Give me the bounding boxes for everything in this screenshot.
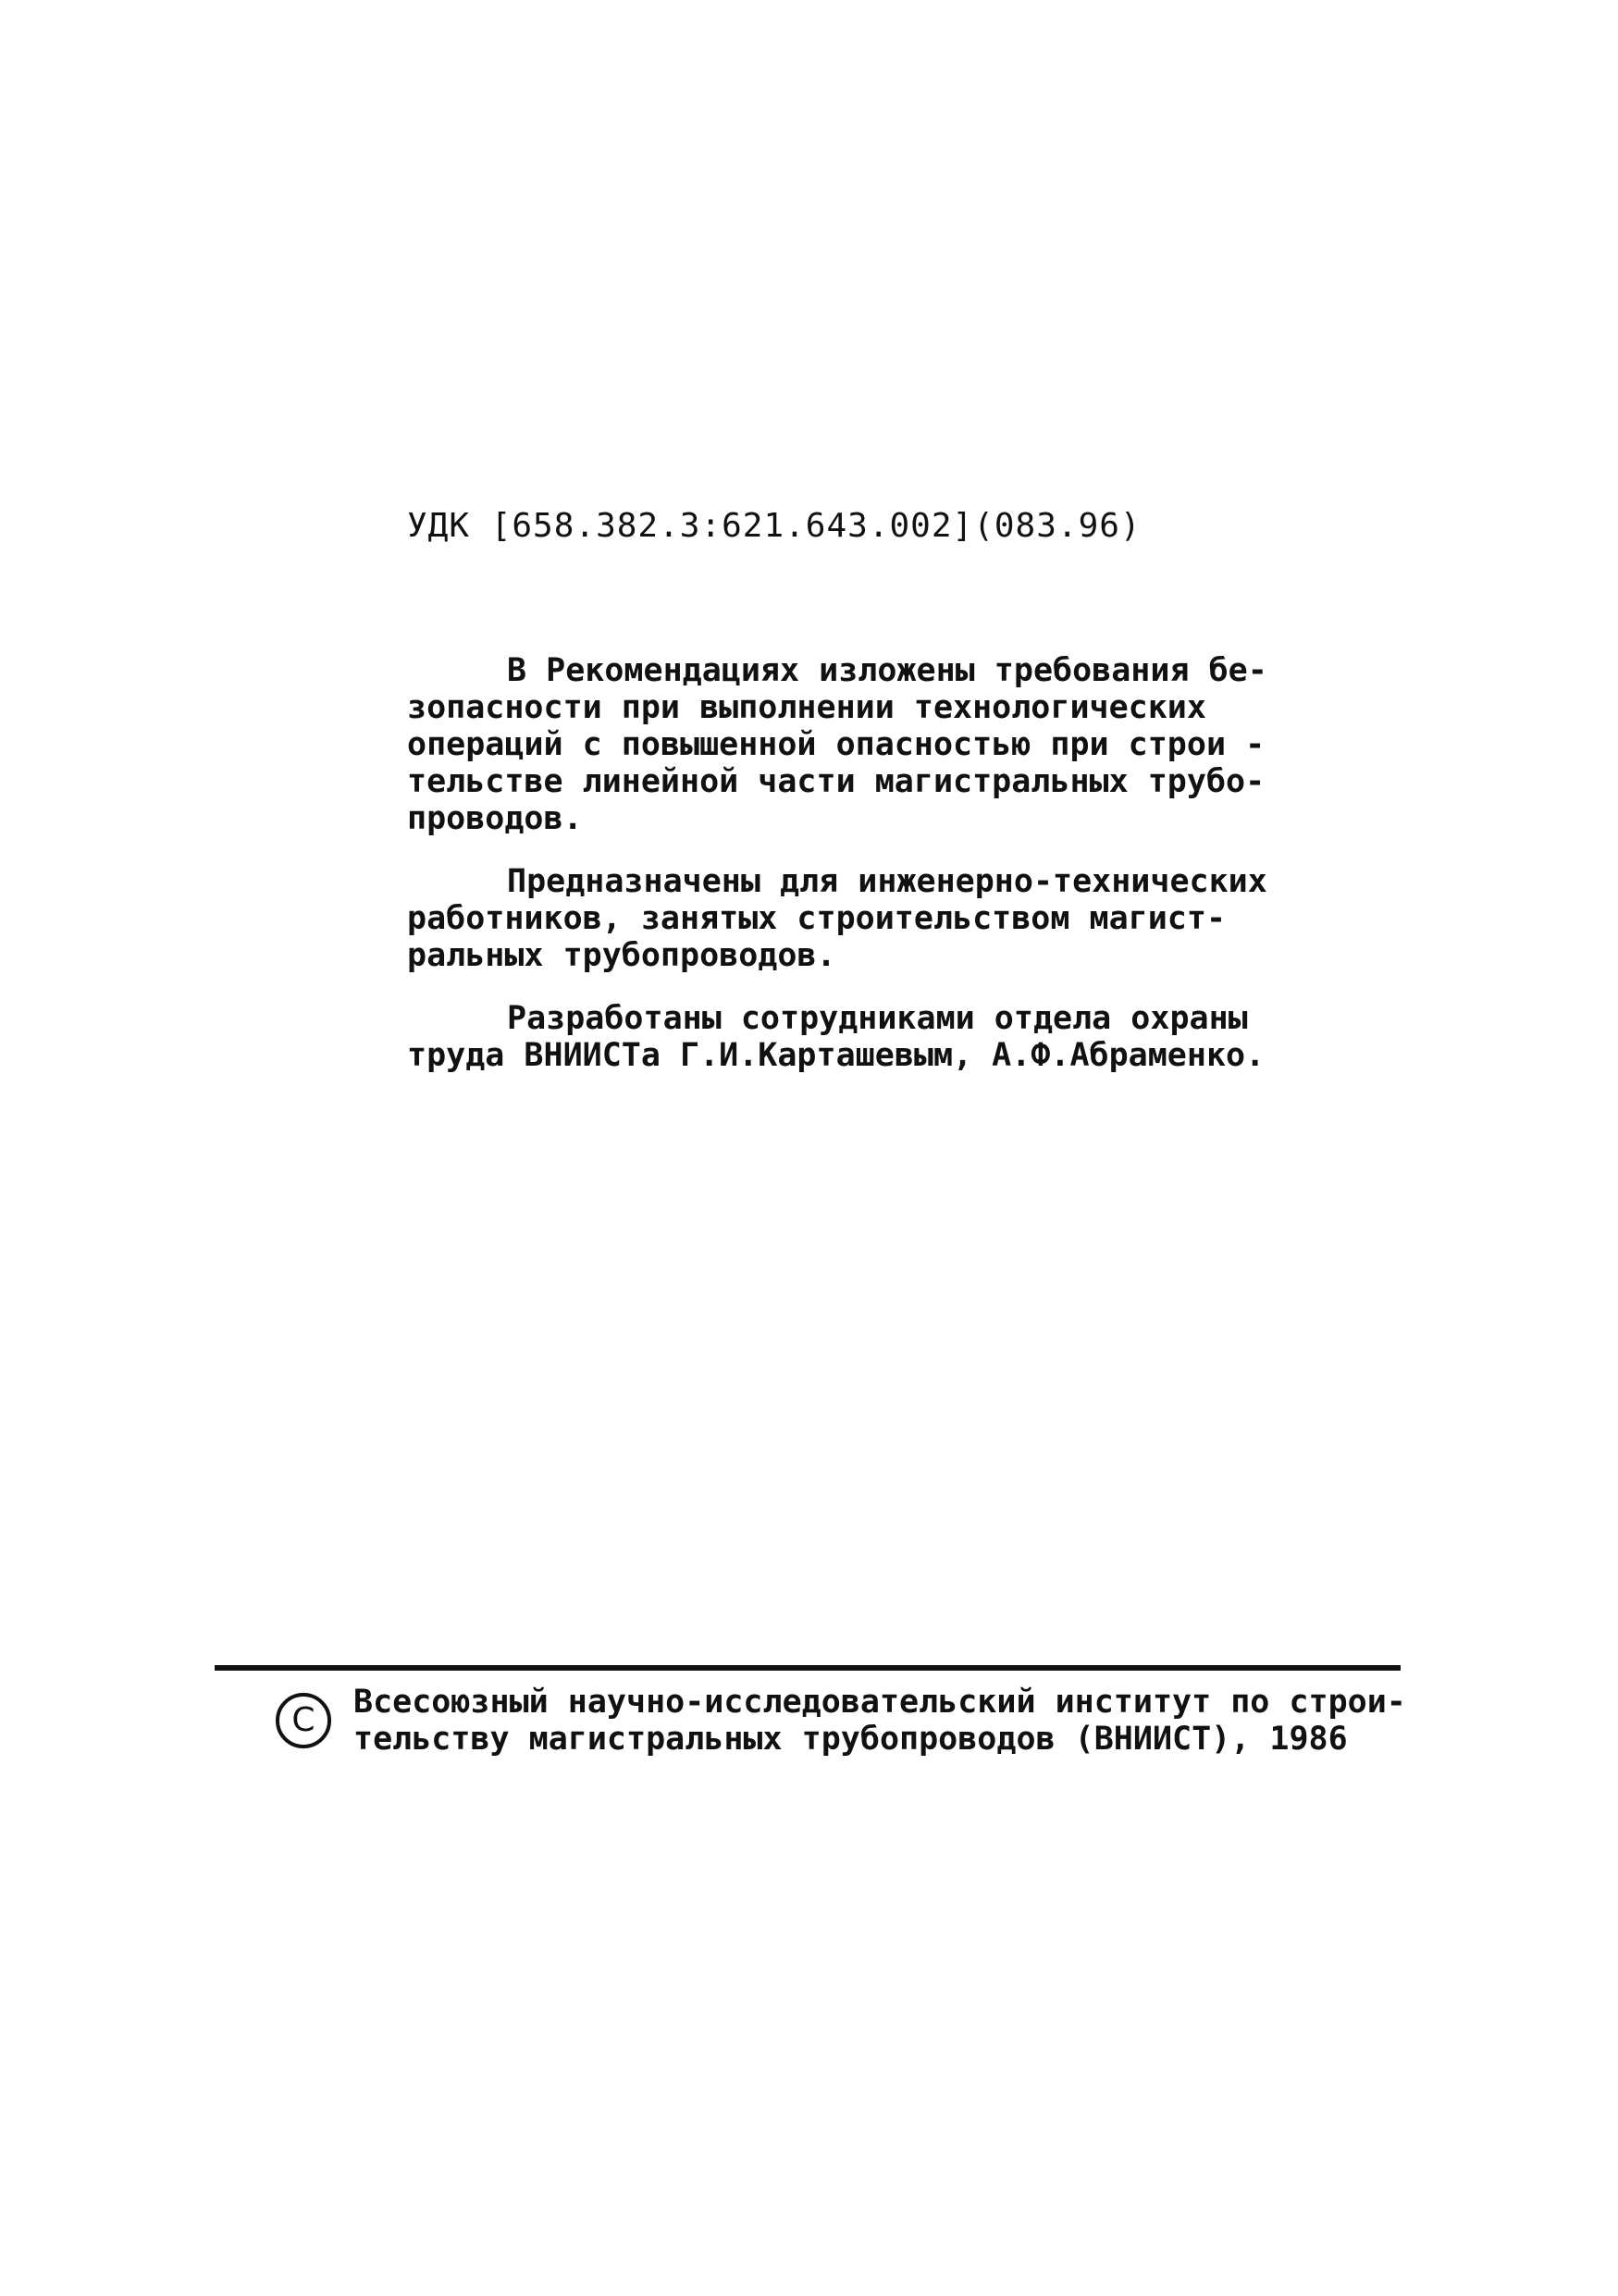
- abstract-line: ральных трубопроводов.: [407, 937, 836, 974]
- abstract-paragraph-2: [407, 863, 1286, 974]
- copyright-block: [276, 1684, 1423, 1776]
- copyright-icon: C: [276, 1693, 331, 1748]
- abstract-line: Разработаны сотрудниками отдела охраны: [507, 1000, 1248, 1037]
- abstract-line: проводов.: [407, 800, 583, 837]
- abstract-line: работников, занятых строительством магист-: [407, 900, 1227, 937]
- copyright-line: Всесоюзный научно-исследовательский институт по строи-: [353, 1684, 1406, 1721]
- copyright-text: [353, 1684, 1406, 1758]
- abstract-paragraph-1: [407, 652, 1286, 837]
- abstract-line: труда ВНИИСТа Г.И.Карташевым, А.Ф.Абраменко.: [407, 1037, 1266, 1074]
- abstract-block: [407, 652, 1286, 1100]
- abstract-line: В Рекомендациях изложены требования бе-: [507, 652, 1267, 689]
- separator-rule: [215, 1665, 1401, 1671]
- copyright-line: тельству магистральных трубопроводов (ВНИИСТ), 1986: [353, 1721, 1348, 1758]
- abstract-line: операций с повышенной опасностью при строи -: [407, 726, 1266, 763]
- abstract-line: тельстве линейной части магистральных трубо-: [407, 763, 1266, 800]
- abstract-line: Предназначены для инженерно-технических: [507, 863, 1267, 900]
- abstract-paragraph-3: [407, 1000, 1286, 1074]
- udk-code: УДК [658.382.3:621.643.002](083.96): [407, 507, 1142, 545]
- abstract-line: зопасности при выполнении технологических: [407, 689, 1206, 726]
